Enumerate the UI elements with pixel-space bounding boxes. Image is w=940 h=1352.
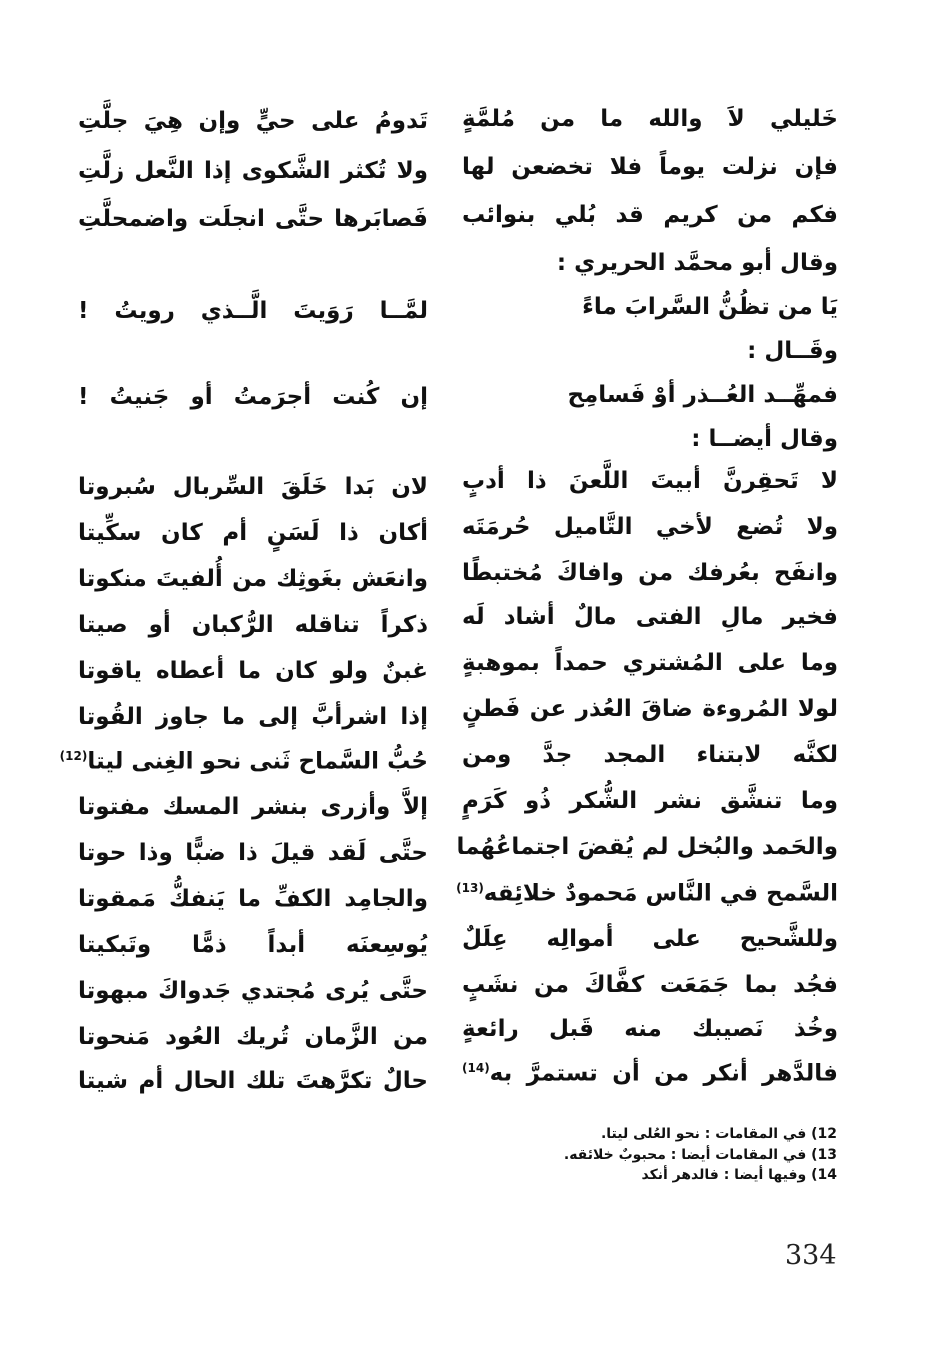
right-verse-line-text: وما تنشَّق نشر الشُّكر ذُو كَرَمٍ [462, 788, 838, 814]
left-verse-line-text: حتَّى يُرى مُجتدي جَدواكَ مبهوتا [78, 978, 428, 1004]
right-verse-line [462, 470, 838, 493]
left-verse-line [78, 706, 428, 729]
left-verse-line-text: ذكراً تناقله الرُّكبان أو صيتا [78, 612, 428, 638]
left-verse-line-text: لمَّــا رَوَيتَ الَّــذي رويتُ ! [78, 298, 428, 324]
right-verse-line [462, 652, 838, 675]
footnote-14: 14) وفيها أيضا : فالدهر أنكد [641, 1167, 837, 1183]
right-verse-line-text: وقال أيضــا : [691, 426, 838, 452]
left-verse-line [78, 160, 428, 183]
left-verse-line [78, 1070, 428, 1093]
left-verse-line [78, 476, 428, 499]
right-verse-line [462, 428, 838, 451]
right-verse-line [462, 606, 838, 629]
left-verse-line-text: أكان ذا لَسَنٍ أم كان سكِّيتا [78, 520, 428, 546]
left-verse-line-text: حالٌ تكرَّهتَ تلك الحال أم شيتا [78, 1068, 428, 1094]
right-verse-line [462, 744, 838, 767]
left-verse-line [78, 614, 428, 637]
right-verse-line-text: وخُذ نَصيبك منه قَبل رائعةٍ [462, 1016, 838, 1042]
left-verse-line [78, 208, 428, 231]
right-verse-line-text: وقال أبو محمَّد الحريري : [556, 250, 838, 276]
left-verse-line-text: حُبُّ السَّماح ثَنى نحو الغِنى ليتا [87, 748, 428, 775]
left-verse-line-text: إلاَّ وأزرى بنشر المسك مفتوتا [78, 794, 428, 820]
left-verse-line [78, 660, 428, 683]
right-verse-line [462, 1062, 838, 1086]
right-verse-line-text: لولا المُروءة ضاقَ العُذر عن فَطنٍ [462, 696, 838, 722]
right-verse-line-text: لا تَحقِرنَّ أبيتَ اللَّعنَ ذا أدبٍ [462, 468, 838, 494]
left-verse-line [78, 796, 428, 819]
right-verse-line-text: وقَــال : [747, 338, 838, 364]
left-verse-line-text: تَدومُ على حيٍّ وإن هِيَ جلَّتِ [78, 108, 428, 134]
left-verse-line [78, 1026, 428, 1049]
footnote-marker: (12) [59, 749, 88, 763]
right-verse-line [462, 108, 838, 131]
left-verse-line-text: إن كُنت أجرَمتُ أو جَنيتُ ! [78, 384, 428, 410]
right-verse-line [462, 928, 838, 951]
left-verse-line [59, 748, 428, 775]
footnote-12: 12) في المقامات : نحو العُلى ليتا. [600, 1126, 837, 1142]
right-verse-line-text: لكنَّه لابتناء المجد جدَّ ومن [462, 742, 838, 768]
left-verse-line-text: ولا تُكثر الشَّكوى إذا النَّعل زلَّتِ [78, 158, 428, 184]
left-verse-line [78, 386, 428, 409]
left-verse-line-text: غبنٌ ولو كان ما أعطاه ياقوتا [78, 658, 428, 684]
left-verse-line [78, 568, 428, 591]
right-verse-line [462, 562, 838, 585]
right-verse-line-text: يَا من تظُنُّ السَّرابَ ماءً [582, 294, 838, 320]
left-verse-line-text: يُوسِعنَه أبداً ذمًّا وتَبكيتا [78, 932, 428, 958]
footnote-marker: (14) [462, 1061, 490, 1075]
right-verse-line [462, 296, 838, 319]
right-verse-line [462, 204, 838, 227]
right-verse-line [462, 340, 838, 363]
left-verse-line-text: فَصابَرها حتَّى انجلَت واضمحلَّتِ [78, 206, 428, 232]
right-verse-line-text: ولا تُضع لأخي التَّاميل حُرمَتَه [462, 514, 838, 540]
left-verse-line [78, 300, 428, 323]
right-verse-line [456, 834, 838, 860]
right-verse-line [462, 698, 838, 721]
right-verse-line-text: وانفَح بعُرفك من وافاكَ مُختبطًا [462, 560, 838, 586]
right-verse-line-text: فإن نزلت يوماً فلا تخضعن لها [462, 154, 838, 180]
left-verse-line [78, 980, 428, 1003]
right-verse-line-text: فكم من كريم قد بُلي بنوائب [462, 202, 838, 228]
right-verse-line [462, 384, 838, 407]
left-verse-line-text: من الزَّمان تُريك العُود مَنحوتا [78, 1024, 428, 1050]
right-verse-line-text: وما على المُشتري حمداً بموهبةٍ [462, 650, 838, 676]
right-verse-line-text: خَليلي لاَ والله ما من مُلمَّةٍ [462, 106, 838, 132]
right-verse-line-text: فخير مالِ الفتى مالٌ أشاد لَه [462, 604, 838, 630]
left-verse-line [78, 522, 428, 545]
left-verse-line-text: وانعَش بغَوثِك من أُلفيتَ منكوتا [78, 566, 428, 592]
left-verse-line-text: لان بَدا خَلَقَ السِّربال سُبروتا [78, 474, 428, 500]
left-verse-line [78, 110, 428, 133]
left-verse-line-text: إذا اشرأبَّ إلى ما جاوز القُوتا [78, 704, 428, 730]
right-verse-line-text: فالدَّهر أنكر من أن تستمرَّ به [489, 1060, 838, 1087]
right-verse-line [462, 252, 838, 275]
right-verse-line-text: والحَمد والبُخل لم يُقضَ اجتماعُهُما [456, 834, 838, 860]
right-verse-line-text: فجُد بما جَمَعَت كفَّاكَ من نشَبٍ [462, 972, 838, 998]
left-verse-line [78, 934, 428, 957]
right-verse-line-text: السَّمح في النَّاس مَحمودٌ خلائِقه [483, 880, 838, 907]
right-verse-line [462, 156, 838, 179]
page-number: 334 [785, 1240, 837, 1271]
footnote-13: 13) في المقامات أيضا : محبوبٌ خلائقه. [563, 1147, 837, 1163]
left-verse-line-text: والجامِد الكفِّ ما يَنفكُّ مَمقوتا [78, 886, 428, 912]
right-verse-line [462, 1018, 838, 1041]
left-verse-line-text: حتَّى لَقد قيلَ ذا ضبًّا وذا حوتا [78, 840, 428, 866]
right-verse-line [462, 974, 838, 997]
left-verse-line [78, 888, 428, 911]
left-verse-line [78, 842, 428, 865]
right-verse-line [456, 880, 838, 907]
right-verse-line [462, 516, 838, 539]
right-verse-line-text: وللشَّحيح على أموالِه عِلَلٌ [462, 926, 838, 952]
footnote-marker: (13) [456, 881, 484, 895]
right-verse-line [462, 790, 838, 813]
right-verse-line-text: فمهِّــد العُــذر أوْ فَسامِح [567, 382, 838, 408]
